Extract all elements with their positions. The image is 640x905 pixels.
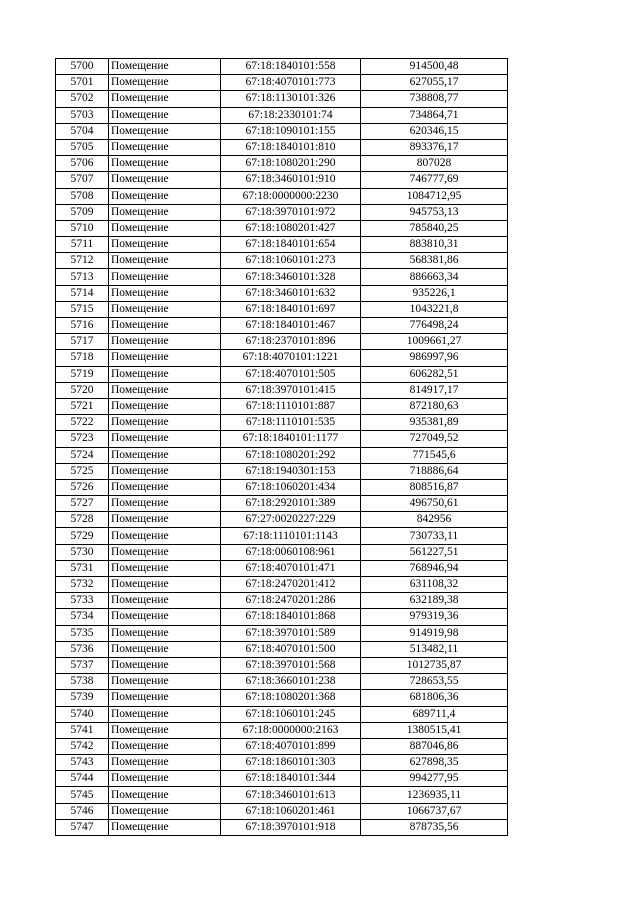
object-type-cell: Помещение	[109, 415, 221, 431]
cadastral-number-cell: 67:18:1840101:697	[221, 301, 361, 317]
table-row	[56, 512, 508, 528]
object-type-cell: Помещение	[109, 674, 221, 690]
cadastral-number-cell: 67:18:1080201:368	[221, 690, 361, 706]
object-type-cell: Помещение	[109, 625, 221, 641]
cadastral-number-cell: 67:18:1110101:887	[221, 398, 361, 414]
object-type-cell: Помещение	[109, 803, 221, 819]
cadastral-number-cell: 67:18:3970101:918	[221, 819, 361, 835]
row-number-cell: 5747	[56, 819, 109, 835]
cadastral-value-cell: 842956	[361, 512, 508, 528]
table-row	[56, 253, 508, 269]
table-row	[56, 787, 508, 803]
table-row	[56, 220, 508, 236]
cadastral-number-cell: 67:18:4070101:500	[221, 641, 361, 657]
cadastral-number-cell: 67:18:3460101:613	[221, 787, 361, 803]
object-type-cell: Помещение	[109, 431, 221, 447]
table-row	[56, 496, 508, 512]
row-number-cell: 5727	[56, 496, 109, 512]
object-type-cell: Помещение	[109, 479, 221, 495]
table-row	[56, 156, 508, 172]
cadastral-number-cell: 67:18:3970101:589	[221, 625, 361, 641]
row-number-cell: 5721	[56, 398, 109, 414]
object-type-cell: Помещение	[109, 204, 221, 220]
cadastral-number-cell: 67:18:3460101:910	[221, 172, 361, 188]
table-row	[56, 139, 508, 155]
cadastral-value-cell: 627898,35	[361, 755, 508, 771]
cadastral-number-cell: 67:18:2920101:389	[221, 496, 361, 512]
cadastral-value-cell: 914919,98	[361, 625, 508, 641]
cadastral-number-cell: 67:18:1840101:654	[221, 237, 361, 253]
cadastral-number-cell: 67:18:2470201:286	[221, 593, 361, 609]
row-number-cell: 5743	[56, 755, 109, 771]
object-type-cell: Помещение	[109, 755, 221, 771]
table-row	[56, 593, 508, 609]
object-type-cell: Помещение	[109, 528, 221, 544]
table-row	[56, 738, 508, 754]
table-row	[56, 528, 508, 544]
cadastral-number-cell: 67:18:4070101:1221	[221, 350, 361, 366]
object-type-cell: Помещение	[109, 107, 221, 123]
row-number-cell: 5722	[56, 415, 109, 431]
cadastral-number-cell: 67:18:1110101:1143	[221, 528, 361, 544]
row-number-cell: 5739	[56, 690, 109, 706]
cadastral-value-cell: 785840,25	[361, 220, 508, 236]
object-type-cell: Помещение	[109, 706, 221, 722]
table-row	[56, 674, 508, 690]
row-number-cell: 5740	[56, 706, 109, 722]
cadastral-number-cell: 67:18:0000000:2163	[221, 722, 361, 738]
table-row	[56, 334, 508, 350]
cadastral-number-cell: 67:18:3460101:328	[221, 269, 361, 285]
cadastral-value-cell: 887046,86	[361, 738, 508, 754]
table-row	[56, 107, 508, 123]
row-number-cell: 5716	[56, 318, 109, 334]
cadastral-value-cell: 727049,52	[361, 431, 508, 447]
cadastral-number-cell: 67:18:0060108:961	[221, 544, 361, 560]
table-row	[56, 560, 508, 576]
row-number-cell: 5702	[56, 91, 109, 107]
table-row	[56, 431, 508, 447]
table-row	[56, 91, 508, 107]
cadastral-number-cell: 67:18:1130101:326	[221, 91, 361, 107]
object-type-cell: Помещение	[109, 350, 221, 366]
table-row	[56, 722, 508, 738]
row-number-cell: 5735	[56, 625, 109, 641]
object-type-cell: Помещение	[109, 496, 221, 512]
object-type-cell: Помещение	[109, 593, 221, 609]
cadastral-value-cell: 1043221,8	[361, 301, 508, 317]
row-number-cell: 5732	[56, 577, 109, 593]
object-type-cell: Помещение	[109, 285, 221, 301]
table-row	[56, 318, 508, 334]
object-type-cell: Помещение	[109, 139, 221, 155]
cadastral-number-cell: 67:18:1090101:155	[221, 123, 361, 139]
cadastral-value-cell: 893376,17	[361, 139, 508, 155]
cadastral-value-cell: 730733,11	[361, 528, 508, 544]
table-row	[56, 657, 508, 673]
cadastral-number-cell: 67:18:1840101:558	[221, 59, 361, 75]
cadastral-value-cell: 728653,55	[361, 674, 508, 690]
object-type-cell: Помещение	[109, 609, 221, 625]
cadastral-number-cell: 67:18:2470201:412	[221, 577, 361, 593]
table-row	[56, 706, 508, 722]
cadastral-value-table	[55, 58, 508, 836]
row-number-cell: 5731	[56, 560, 109, 576]
table-row	[56, 301, 508, 317]
table-row	[56, 75, 508, 91]
object-type-cell: Помещение	[109, 512, 221, 528]
cadastral-number-cell: 67:18:4070101:505	[221, 366, 361, 382]
cadastral-number-cell: 67:18:0000000:2230	[221, 188, 361, 204]
cadastral-value-cell: 746777,69	[361, 172, 508, 188]
table-row	[56, 755, 508, 771]
row-number-cell: 5712	[56, 253, 109, 269]
row-number-cell: 5708	[56, 188, 109, 204]
cadastral-value-cell: 689711,4	[361, 706, 508, 722]
cadastral-value-cell: 1380515,41	[361, 722, 508, 738]
object-type-cell: Помещение	[109, 334, 221, 350]
cadastral-number-cell: 67:18:4070101:899	[221, 738, 361, 754]
cadastral-value-cell: 935381,89	[361, 415, 508, 431]
object-type-cell: Помещение	[109, 447, 221, 463]
row-number-cell: 5742	[56, 738, 109, 754]
row-number-cell: 5724	[56, 447, 109, 463]
cadastral-number-cell: 67:18:3970101:568	[221, 657, 361, 673]
cadastral-number-cell: 67:18:1940301:153	[221, 463, 361, 479]
table-row	[56, 350, 508, 366]
row-number-cell: 5710	[56, 220, 109, 236]
cadastral-number-cell: 67:18:1840101:467	[221, 318, 361, 334]
table-row	[56, 237, 508, 253]
row-number-cell: 5718	[56, 350, 109, 366]
cadastral-number-cell: 67:18:3660101:238	[221, 674, 361, 690]
object-type-cell: Помещение	[109, 156, 221, 172]
cadastral-value-cell: 945753,13	[361, 204, 508, 220]
table-row	[56, 59, 508, 75]
table-row	[56, 544, 508, 560]
cadastral-value-cell: 979319,36	[361, 609, 508, 625]
row-number-cell: 5711	[56, 237, 109, 253]
cadastral-value-cell: 872180,63	[361, 398, 508, 414]
table-row	[56, 479, 508, 495]
row-number-cell: 5730	[56, 544, 109, 560]
row-number-cell: 5713	[56, 269, 109, 285]
cadastral-number-cell: 67:18:3970101:415	[221, 382, 361, 398]
object-type-cell: Помещение	[109, 75, 221, 91]
table-row	[56, 415, 508, 431]
cadastral-value-cell: 620346,15	[361, 123, 508, 139]
row-number-cell: 5714	[56, 285, 109, 301]
row-number-cell: 5706	[56, 156, 109, 172]
row-number-cell: 5715	[56, 301, 109, 317]
table-row	[56, 577, 508, 593]
object-type-cell: Помещение	[109, 91, 221, 107]
object-type-cell: Помещение	[109, 123, 221, 139]
row-number-cell: 5728	[56, 512, 109, 528]
object-type-cell: Помещение	[109, 188, 221, 204]
cadastral-value-cell: 986997,96	[361, 350, 508, 366]
cadastral-value-cell: 513482,11	[361, 641, 508, 657]
row-number-cell: 5738	[56, 674, 109, 690]
object-type-cell: Помещение	[109, 269, 221, 285]
object-type-cell: Помещение	[109, 738, 221, 754]
object-type-cell: Помещение	[109, 819, 221, 835]
row-number-cell: 5745	[56, 787, 109, 803]
cadastral-value-cell: 1066737,67	[361, 803, 508, 819]
table-row	[56, 285, 508, 301]
cadastral-number-cell: 67:18:1060101:245	[221, 706, 361, 722]
row-number-cell: 5746	[56, 803, 109, 819]
table-row	[56, 172, 508, 188]
row-number-cell: 5705	[56, 139, 109, 155]
cadastral-value-cell: 496750,61	[361, 496, 508, 512]
table-row	[56, 366, 508, 382]
object-type-cell: Помещение	[109, 301, 221, 317]
cadastral-value-cell: 808516,87	[361, 479, 508, 495]
cadastral-value-cell: 568381,86	[361, 253, 508, 269]
table-body	[56, 59, 508, 836]
object-type-cell: Помещение	[109, 544, 221, 560]
cadastral-value-cell: 1236935,11	[361, 787, 508, 803]
object-type-cell: Помещение	[109, 398, 221, 414]
cadastral-value-cell: 914500,48	[361, 59, 508, 75]
cadastral-number-cell: 67:18:1080201:290	[221, 156, 361, 172]
table-row	[56, 463, 508, 479]
cadastral-number-cell: 67:18:1840101:344	[221, 771, 361, 787]
cadastral-value-cell: 681806,36	[361, 690, 508, 706]
cadastral-value-cell: 807028	[361, 156, 508, 172]
row-number-cell: 5734	[56, 609, 109, 625]
object-type-cell: Помещение	[109, 366, 221, 382]
object-type-cell: Помещение	[109, 787, 221, 803]
table-row	[56, 625, 508, 641]
row-number-cell: 5733	[56, 593, 109, 609]
row-number-cell: 5729	[56, 528, 109, 544]
object-type-cell: Помещение	[109, 59, 221, 75]
row-number-cell: 5707	[56, 172, 109, 188]
row-number-cell: 5701	[56, 75, 109, 91]
cadastral-value-cell: 631108,32	[361, 577, 508, 593]
object-type-cell: Помещение	[109, 463, 221, 479]
cadastral-number-cell: 67:18:1840101:1177	[221, 431, 361, 447]
cadastral-value-cell: 738808,77	[361, 91, 508, 107]
cadastral-number-cell: 67:18:3460101:632	[221, 285, 361, 301]
cadastral-number-cell: 67:18:2330101:74	[221, 107, 361, 123]
table-row	[56, 398, 508, 414]
cadastral-number-cell: 67:18:1110101:535	[221, 415, 361, 431]
table-row	[56, 803, 508, 819]
table-row	[56, 771, 508, 787]
cadastral-value-cell: 886663,34	[361, 269, 508, 285]
cadastral-number-cell: 67:18:4070101:773	[221, 75, 361, 91]
cadastral-value-cell: 935226,1	[361, 285, 508, 301]
row-number-cell: 5719	[56, 366, 109, 382]
cadastral-number-cell: 67:18:1840101:868	[221, 609, 361, 625]
object-type-cell: Помещение	[109, 577, 221, 593]
row-number-cell: 5725	[56, 463, 109, 479]
cadastral-value-cell: 627055,17	[361, 75, 508, 91]
table-row	[56, 690, 508, 706]
row-number-cell: 5709	[56, 204, 109, 220]
cadastral-value-cell: 561227,51	[361, 544, 508, 560]
cadastral-number-cell: 67:18:1080201:292	[221, 447, 361, 463]
cadastral-value-cell: 718886,64	[361, 463, 508, 479]
row-number-cell: 5744	[56, 771, 109, 787]
object-type-cell: Помещение	[109, 237, 221, 253]
row-number-cell: 5703	[56, 107, 109, 123]
object-type-cell: Помещение	[109, 657, 221, 673]
table-row	[56, 123, 508, 139]
table-row	[56, 382, 508, 398]
cadastral-value-cell: 814917,17	[361, 382, 508, 398]
cadastral-value-cell: 883810,31	[361, 237, 508, 253]
table-row	[56, 269, 508, 285]
cadastral-number-cell: 67:18:1860101:303	[221, 755, 361, 771]
table-row	[56, 609, 508, 625]
object-type-cell: Помещение	[109, 690, 221, 706]
row-number-cell: 5726	[56, 479, 109, 495]
cadastral-number-cell: 67:27:0020227:229	[221, 512, 361, 528]
cadastral-value-cell: 606282,51	[361, 366, 508, 382]
object-type-cell: Помещение	[109, 172, 221, 188]
table-row	[56, 819, 508, 835]
cadastral-number-cell: 67:18:1060201:461	[221, 803, 361, 819]
cadastral-value-cell: 878735,56	[361, 819, 508, 835]
row-number-cell: 5704	[56, 123, 109, 139]
table-row	[56, 204, 508, 220]
object-type-cell: Помещение	[109, 641, 221, 657]
row-number-cell: 5700	[56, 59, 109, 75]
cadastral-value-cell: 994277,95	[361, 771, 508, 787]
row-number-cell: 5720	[56, 382, 109, 398]
table-row	[56, 188, 508, 204]
row-number-cell: 5717	[56, 334, 109, 350]
object-type-cell: Помещение	[109, 722, 221, 738]
cadastral-value-cell: 734864,71	[361, 107, 508, 123]
cadastral-value-cell: 771545,6	[361, 447, 508, 463]
cadastral-number-cell: 67:18:4070101:471	[221, 560, 361, 576]
cadastral-value-cell: 1084712,95	[361, 188, 508, 204]
table-row	[56, 447, 508, 463]
cadastral-number-cell: 67:18:1060101:273	[221, 253, 361, 269]
row-number-cell: 5736	[56, 641, 109, 657]
cadastral-number-cell: 67:18:1080201:427	[221, 220, 361, 236]
cadastral-value-cell: 776498,24	[361, 318, 508, 334]
table-row	[56, 641, 508, 657]
object-type-cell: Помещение	[109, 560, 221, 576]
object-type-cell: Помещение	[109, 771, 221, 787]
object-type-cell: Помещение	[109, 318, 221, 334]
cadastral-number-cell: 67:18:2370101:896	[221, 334, 361, 350]
cadastral-number-cell: 67:18:1840101:810	[221, 139, 361, 155]
object-type-cell: Помещение	[109, 253, 221, 269]
cadastral-number-cell: 67:18:3970101:972	[221, 204, 361, 220]
object-type-cell: Помещение	[109, 220, 221, 236]
cadastral-value-cell: 632189,38	[361, 593, 508, 609]
cadastral-value-cell: 1009661,27	[361, 334, 508, 350]
cadastral-value-cell: 768946,94	[361, 560, 508, 576]
cadastral-number-cell: 67:18:1060201:434	[221, 479, 361, 495]
row-number-cell: 5737	[56, 657, 109, 673]
row-number-cell: 5723	[56, 431, 109, 447]
cadastral-value-cell: 1012735,87	[361, 657, 508, 673]
row-number-cell: 5741	[56, 722, 109, 738]
object-type-cell: Помещение	[109, 382, 221, 398]
